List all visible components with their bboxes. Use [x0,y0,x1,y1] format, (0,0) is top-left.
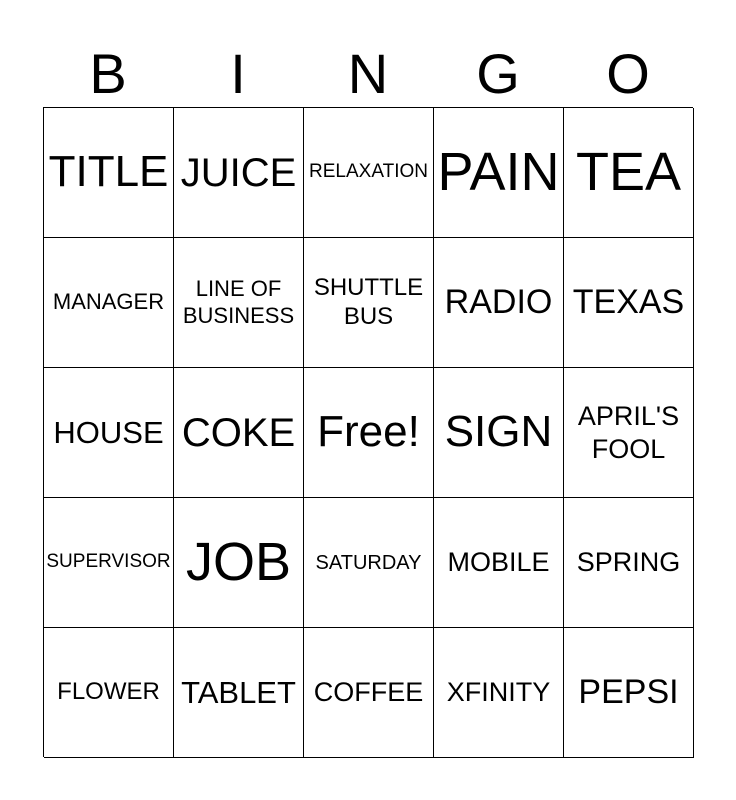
bingo-cell-r3-c2[interactable] [174,368,304,498]
bingo-cell-r3-c4[interactable] [434,368,564,498]
cell-text: JOB [185,532,292,593]
bingo-cell-r5-c4[interactable] [434,628,564,758]
cell-text: PEPSI [578,673,679,712]
header-letter-n: N [347,42,389,105]
bingo-cell-r4-c3[interactable] [304,498,434,628]
cell-text: MOBILE [447,547,550,578]
cell-text: JUICE [180,150,297,195]
bingo-cell-r3-c1[interactable] [44,368,174,498]
bingo-cell-r5-c3[interactable] [304,628,434,758]
bingo-cell-r1-c2[interactable] [174,108,304,238]
bingo-cell-r2-c2[interactable] [174,238,304,368]
cell-text: XFINITY [446,677,551,708]
bingo-cell-r4-c2[interactable] [174,498,304,628]
bingo-cell-r4-c5[interactable] [564,498,694,628]
free-space-text: Free! [317,407,420,457]
bingo-cell-r5-c2[interactable] [174,628,304,758]
cell-text: APRIL'S FOOL [577,401,680,464]
cell-text: SPRING [576,547,681,578]
bingo-cell-r1-c4[interactable] [434,108,564,238]
header-letter-g: G [476,42,520,105]
cell-text: FLOWER [57,678,160,706]
bingo-cell-r3-c5[interactable] [564,368,694,498]
cell-text: TITLE [48,147,169,197]
bingo-cell-r5-c1[interactable] [44,628,174,758]
cell-text: TABLET [181,674,296,710]
bingo-cell-r3-c3-free[interactable] [304,368,434,498]
bingo-cell-r1-c5[interactable] [564,108,694,238]
bingo-board [43,107,693,757]
bingo-header [43,40,693,108]
cell-text: COFFEE [313,677,424,708]
bingo-cell-r1-c1[interactable] [44,108,174,238]
cell-text: SATURDAY [315,551,422,574]
cell-text: SIGN [444,407,553,457]
bingo-cell-r1-c3[interactable] [304,108,434,238]
bingo-cell-r4-c4[interactable] [434,498,564,628]
header-letter-o: O [606,42,650,105]
cell-text: LINE OF BUSINESS [182,276,295,328]
header-letter-i: I [230,42,246,105]
cell-text: MANAGER [52,289,165,315]
bingo-cell-r2-c5[interactable] [564,238,694,368]
cell-text: PAIN [437,142,560,203]
cell-text: TEA [575,142,682,203]
bingo-cell-r2-c3[interactable] [304,238,434,368]
bingo-cell-r2-c1[interactable] [44,238,174,368]
cell-text: COKE [181,410,296,455]
bingo-cell-r4-c1[interactable] [44,498,174,628]
cell-text: SHUTTLE BUS [313,273,424,330]
bingo-cell-r2-c4[interactable] [434,238,564,368]
cell-text: TEXAS [572,283,685,322]
cell-text: SUPERVISOR [46,551,171,573]
header-letter-b: B [89,42,127,105]
bingo-cell-r5-c5[interactable] [564,628,694,758]
cell-text: RELAXATION [309,161,428,183]
cell-text: RADIO [444,283,553,322]
cell-text: HOUSE [53,414,164,450]
